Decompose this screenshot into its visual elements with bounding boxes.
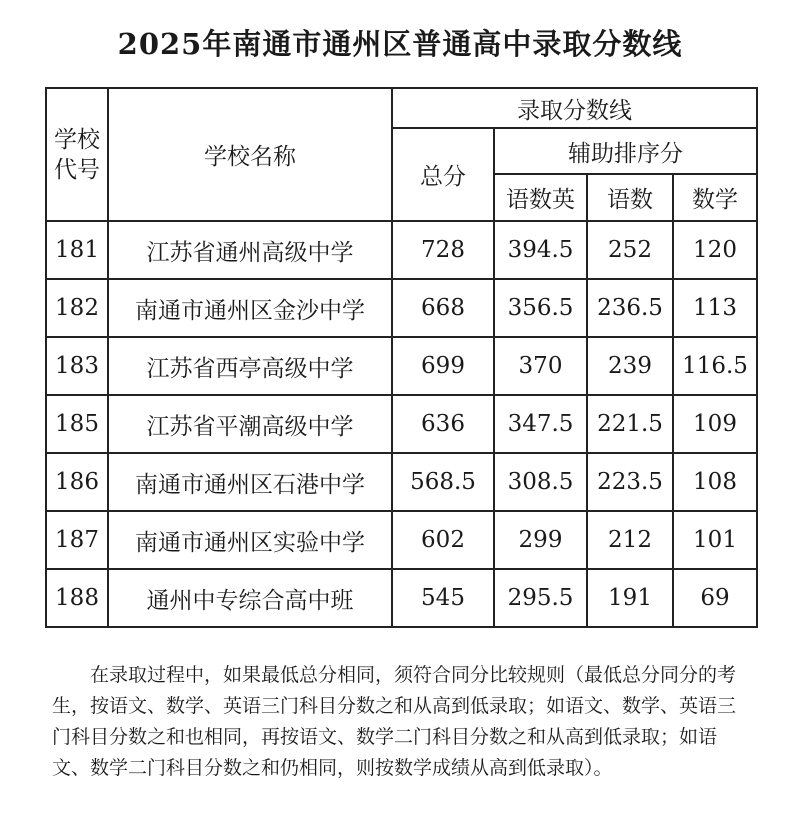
total-score-cell: 568.5 [392,453,494,511]
ys-score-cell: 239 [587,337,673,395]
school-name-cell: 通州中专综合高中班 [108,569,392,627]
ys-score-cell: 236.5 [587,279,673,337]
admission-score-table [45,87,758,628]
page-bottom-edge [0,827,800,835]
math-score-cell: 120 [673,221,757,279]
header-chinese-math-english: 语数英 [494,174,587,221]
header-aux-sort-score: 辅助排序分 [494,128,757,174]
math-score-cell: 116.5 [673,337,757,395]
yse-score-cell: 299 [494,511,587,569]
school-code-cell: 182 [46,279,108,337]
school-name-cell: 江苏省西亭高级中学 [108,337,392,395]
table-row [46,337,757,395]
math-score-cell: 69 [673,569,757,627]
table-row [46,221,757,279]
table-row [46,453,757,511]
total-score-cell: 699 [392,337,494,395]
table-row [46,395,757,453]
math-score-cell: 101 [673,511,757,569]
ys-score-cell: 212 [587,511,673,569]
school-name-cell: 南通市通州区实验中学 [108,511,392,569]
tie-break-note: 在录取过程中，如果最低总分相同，须符合同分比较规则（最低总分同分的考生，按语文、数学、英语三门科目分数之和从高到低录取；如语文、数学、英语三门科目分数之和也相同，再按语文、数学二门科目分数之和从高到低录取；如语文、数学二门科目分数之和仍相同，则按数学成绩从高到低录取）。 [52,664,737,779]
yse-score-cell: 356.5 [494,279,587,337]
header-total-score: 总分 [392,128,494,221]
yse-score-cell: 394.5 [494,221,587,279]
total-score-cell: 636 [392,395,494,453]
total-score-cell: 545 [392,569,494,627]
school-code-cell: 186 [46,453,108,511]
school-name-cell: 江苏省平潮高级中学 [108,395,392,453]
header-math: 数学 [673,174,757,221]
yse-score-cell: 370 [494,337,587,395]
header-chinese-math: 语数 [587,174,673,221]
table-row [46,279,757,337]
math-score-cell: 113 [673,279,757,337]
yse-score-cell: 347.5 [494,395,587,453]
header-cutoff-score: 录取分数线 [392,88,757,128]
school-name-cell: 江苏省通州高级中学 [108,221,392,279]
table-row [46,569,757,627]
total-score-cell: 728 [392,221,494,279]
school-code-cell: 185 [46,395,108,453]
ys-score-cell: 223.5 [587,453,673,511]
ys-score-cell: 221.5 [587,395,673,453]
yse-score-cell: 295.5 [494,569,587,627]
ys-score-cell: 252 [587,221,673,279]
school-name-cell: 南通市通州区石港中学 [108,453,392,511]
table-row [46,511,757,569]
page-title: 2025年南通市通州区普通高中录取分数线 [117,27,683,61]
school-code-cell: 181 [46,221,108,279]
math-score-cell: 108 [673,453,757,511]
school-code-cell: 187 [46,511,108,569]
header-school-code: 学校代号 [46,88,108,221]
school-code-cell: 188 [46,569,108,627]
school-code-cell: 183 [46,337,108,395]
ys-score-cell: 191 [587,569,673,627]
header-school-name: 学校名称 [108,88,392,221]
yse-score-cell: 308.5 [494,453,587,511]
school-name-cell: 南通市通州区金沙中学 [108,279,392,337]
total-score-cell: 602 [392,511,494,569]
math-score-cell: 109 [673,395,757,453]
total-score-cell: 668 [392,279,494,337]
